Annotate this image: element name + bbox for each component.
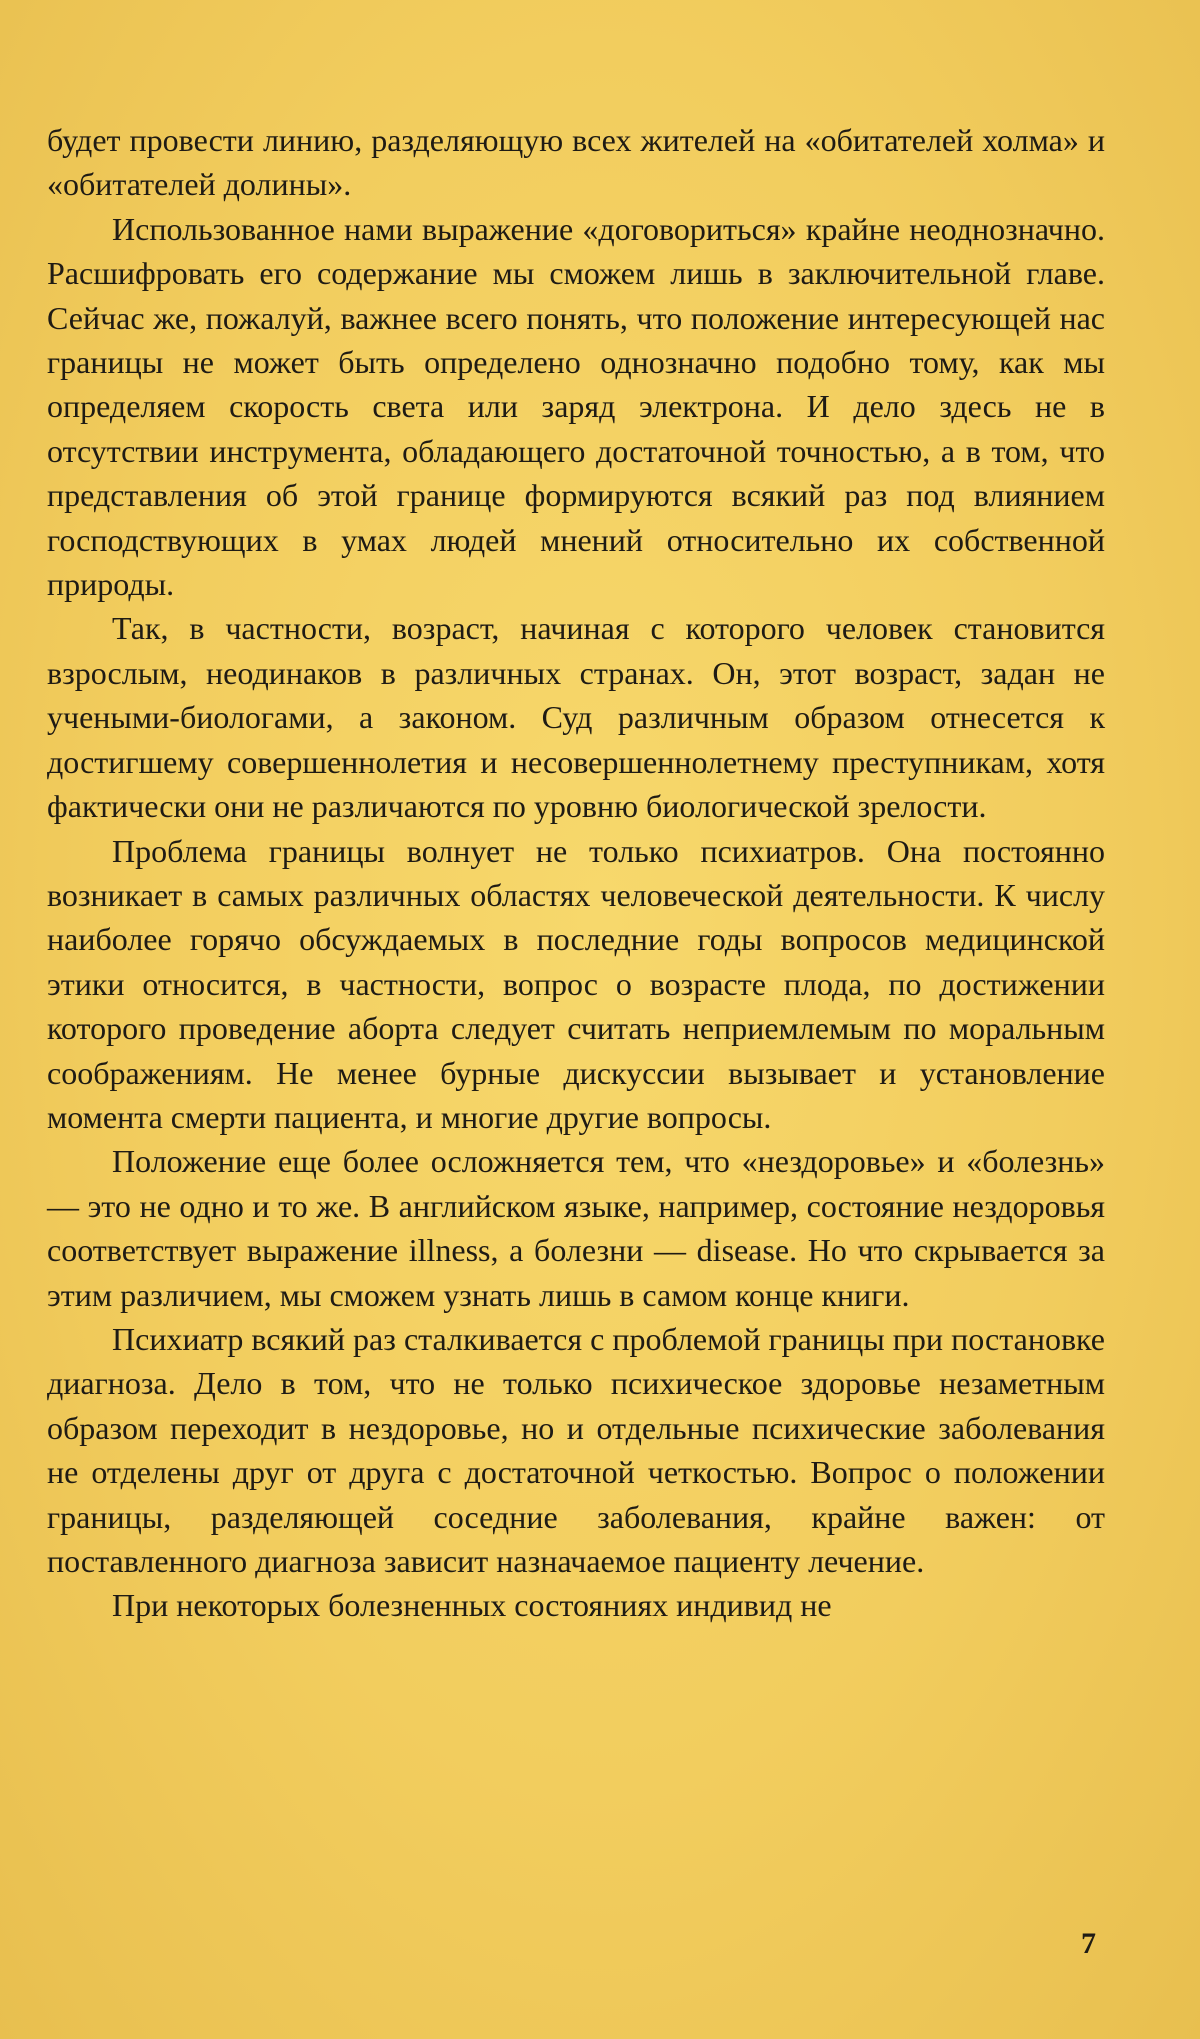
paragraph: Использованное нами выражение «договориться» крайне неоднозначно. Расшифровать его содержание мы сможем лишь в заключительной главе. Сейчас же, пожалуй, важнее всего понять, что положение интересующей нас границы не может быть определено однозначно подобно тому, как мы определяем скорость света или заряд электрона. И дело здесь не в отсутствии инструмента, обладающего достаточной точностью, а в том, что представления об этой границе формируются всякий раз под влиянием господствующих в умах людей мнений относительно их собственной природы. — [47, 210, 1105, 603]
paragraph: Проблема границы волнует не только психиатров. Она постоянно возникает в самых различных областях человеческой деятельности. К числу наиболее горячо обсуждаемых в последние годы вопросов медицинской этики относится, в частности, вопрос о возрасте плода, по достижении которого проведение аборта следует считать неприемлемым по моральным соображениям. Не менее бурные дискуссии вызывает и установление момента смерти пациента, и многие другие вопросы. — [47, 832, 1105, 1135]
paragraph: Так, в частности, возраст, начиная с которого человек становится взрослым, неодинаков в различных странах. Он, этот возраст, задан не учеными-биологами, а законом. Суд различным образом отнесется к достигшему совершеннолетия и несовершеннолетнему преступникам, хотя фактически они не различаются по уровню биологической зрелости. — [47, 610, 1105, 825]
page-text — [47, 118, 1105, 1628]
paragraph-continuation: будет провести линию, разделяющую всех жителей на «обитателей холма» и «обитателей долины». — [47, 122, 1105, 203]
page-number: 7 — [1081, 1927, 1096, 1960]
paragraph: Психиатр всякий раз сталкивается с проблемой границы при постановке диагноза. Дело в том, что не только психическое здоровье незаметным образом переходит в нездоровье, но и отдельные психические заболевания не отделены друг от друга с достаточной четкостью. Вопрос о положении границы, разделяющей соседние заболевания, крайне важен: от поставленного диагноза зависит назначаемое пациенту лечение. — [47, 1320, 1105, 1579]
paragraph: Положение еще более осложняется тем, что «нездоровье» и «болезнь» — это не одно и то же. В английском языке, например, состояние нездоровья соответствует выражение illness, а болезни — disease. Но что скрывается за этим различием, мы сможем узнать лишь в самом конце книги. — [47, 1143, 1105, 1313]
paragraph-last: При некоторых болезненных состояниях индивид не — [112, 1587, 832, 1624]
